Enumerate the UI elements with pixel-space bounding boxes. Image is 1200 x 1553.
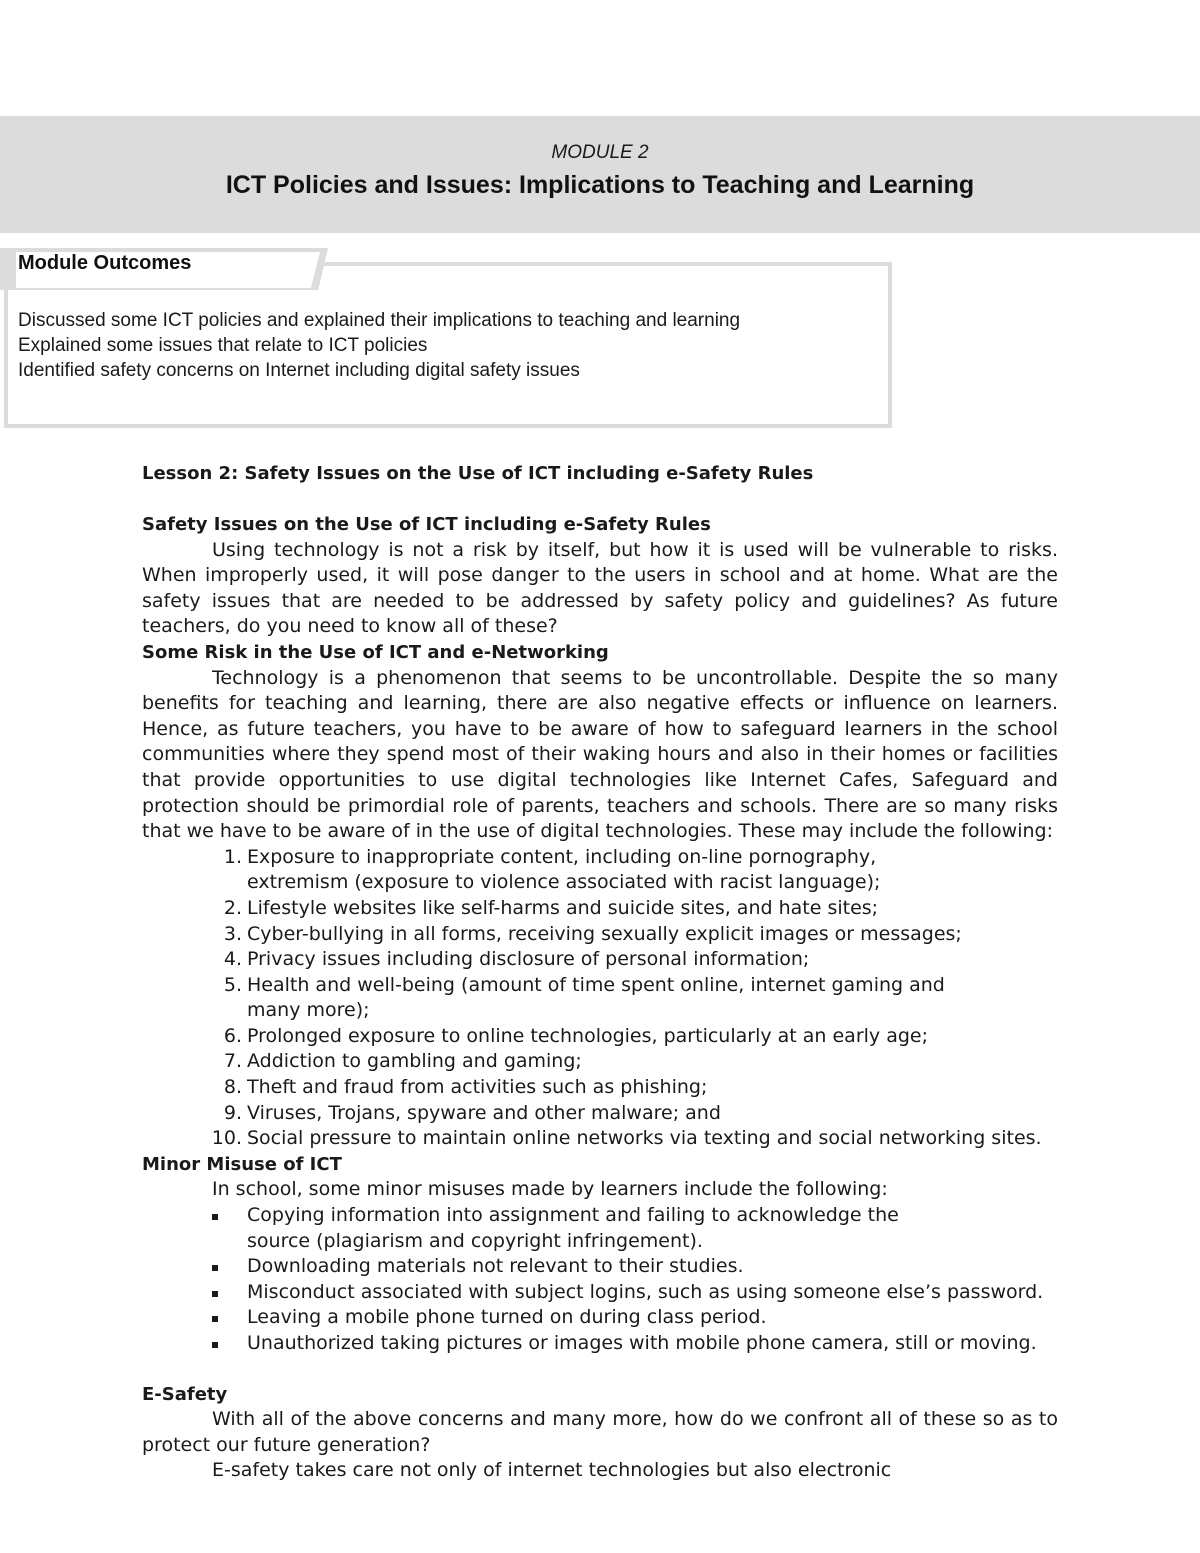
misuse-list: [142, 1203, 1058, 1357]
list-item: Leaving a mobile phone turned on during class period.: [142, 1305, 1058, 1331]
paragraph-safety-issues: Using technology is not a risk by itself, but how it is used will be vulnerable to risks. When improperly used, it will pose danger to the users in school and at home. What are the safety issues that are needed to be addressed by safety policy and guidelines? As future teachers, do you need to know all of these?: [142, 538, 1058, 638]
paragraph-e-safety-2: E-safety takes care not only of internet technologies but also electronic: [212, 1459, 892, 1482]
list-item: 3. Cyber-bullying in all forms, receiving sexually explicit images or messages;: [223, 922, 962, 945]
list-item: Unauthorized taking pictures or images with mobile phone camera, still or moving.: [142, 1331, 1058, 1357]
list-item: Copying information into assignment and failing to acknowledge the source (plagiarism and copyright infringement).: [142, 1203, 1058, 1254]
bullet-icon: [212, 1316, 218, 1322]
list-item: 6. Prolonged exposure to online technologies, particularly at an early age;: [223, 1024, 928, 1047]
list-item: 5. Health and well-being (amount of time spent online, internet gaming and many more);: [223, 973, 945, 1022]
paragraph-e-safety-1: With all of the above concerns and many more, how do we confront all of these so as to protect our future generation?: [142, 1408, 1058, 1456]
risk-list: [142, 845, 1058, 1152]
lesson-title: Lesson 2: Safety Issues on the Use of ICT including e-Safety Rules: [142, 463, 814, 484]
outcome-item: Identified safety concerns on Internet including digital safety issues: [18, 360, 580, 381]
section-heading-safety-issues: Safety Issues on the Use of ICT including e-Safety Rules: [142, 514, 711, 535]
outcome-item: Explained some issues that relate to ICT policies: [18, 335, 428, 356]
list-item: 9. Viruses, Trojans, spyware and other malware; and: [223, 1101, 721, 1124]
list-item: 10. Social pressure to maintain online networks via texting and social networking sites.: [211, 1127, 1042, 1150]
spacer: [142, 1357, 1058, 1382]
outcome-item: Discussed some ICT policies and explained their implications to teaching and learning: [18, 310, 741, 331]
list-item: 7. Addiction to gambling and gaming;: [223, 1050, 582, 1073]
bullet-icon: [212, 1265, 218, 1271]
outcomes-list: [18, 308, 740, 383]
module-title: ICT Policies and Issues: Implications to Teaching and Learning: [225, 171, 975, 199]
list-item: 2. Lifestyle websites like self-harms and suicide sites, and hate sites;: [223, 896, 879, 919]
outcomes-heading: Module Outcomes: [18, 252, 192, 274]
lesson-body: [142, 461, 1058, 1484]
section-heading-some-risk: Some Risk in the Use of ICT and e-Networking: [142, 641, 609, 663]
bullet-icon: [212, 1291, 218, 1297]
module-label: MODULE 2: [551, 142, 649, 163]
paragraph-some-risk: Technology is a phenomenon that seems to be uncontrollable. Despite the so many benefits for teaching and learning, there are also negative effects or influence on learners. Hence, as future teachers, you have to be aware of how to safeguard learners in the school communities where they spend most of their waking hours and also in their homes or facilities that provide opportunities to use digital technologies like Internet Cafes, Safeguard and protection should be primordial role of parents, teachers and schools. There are so many risks that we have to be aware of in the use of digital technologies. These may include the following:: [142, 666, 1058, 843]
bullet-icon: [212, 1214, 218, 1220]
list-item: Misconduct associated with subject logins, such as using someone else’s password.: [142, 1280, 1058, 1306]
paragraph-minor-misuse-intro: In school, some minor misuses made by learners include the following:: [212, 1178, 888, 1201]
section-heading-e-safety: E-Safety: [142, 1383, 228, 1405]
bullet-icon: [212, 1342, 218, 1348]
section-heading-minor-misuse: Minor Misuse of ICT: [142, 1153, 342, 1175]
list-item: 8. Theft and fraud from activities such as phishing;: [223, 1076, 708, 1099]
list-item: 1. Exposure to inappropriate content, including on-line pornography, extremism (exposure to violence associated with racist language);: [223, 845, 881, 894]
list-item: Downloading materials not relevant to their studies.: [142, 1254, 1058, 1280]
list-item: 4. Privacy issues including disclosure of personal information;: [223, 948, 810, 971]
